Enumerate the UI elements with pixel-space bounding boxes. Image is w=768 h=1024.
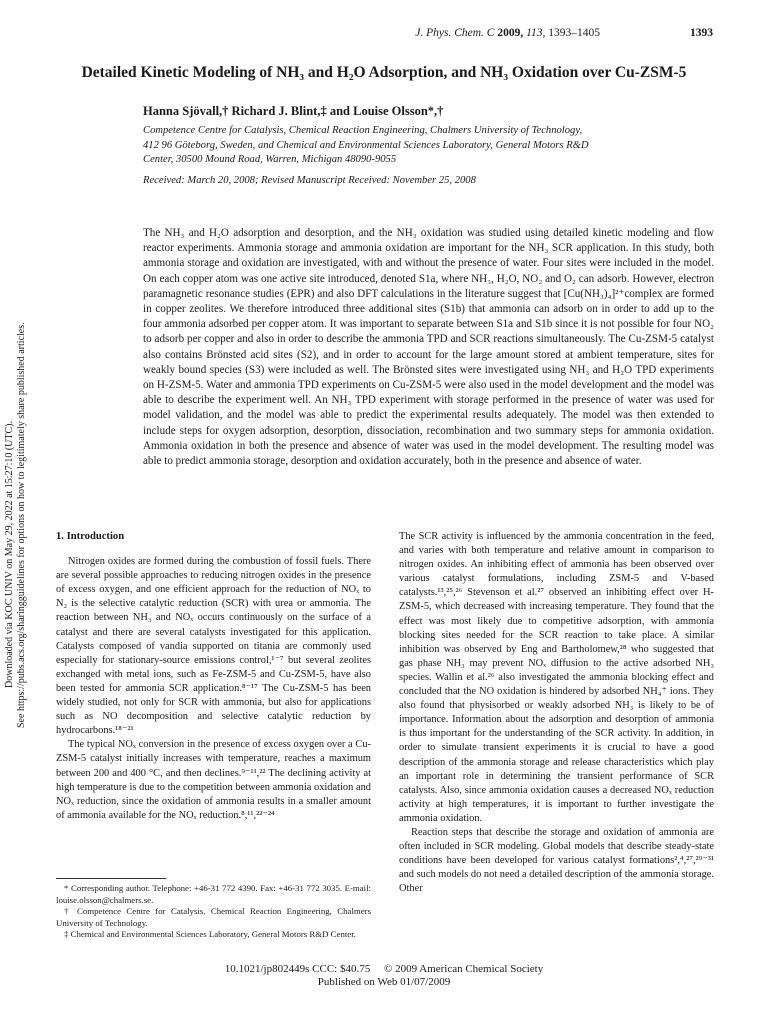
paragraph: The SCR activity is influenced by the ammonia concentration in the feed, and varies with both temperature and relative amount in comparison to nitrogen oxides. An inhibiting effect of ammonia has been observed over various catalyst formulations, including ZSM-5 and V-based catalysts.¹³,²⁵,²⁶ Stevenson et al.²⁷ observed an inhibiting effect over H-ZSM-5, which decreased with increasing temperature. They found that the effect was most likely due to competitive adsorption, with ammonia blocking sites needed for the SCR reaction to take place. A similar inhibition was observed by Eng and Bartholomew,²⁸ who suggested that gas phase NH₃ may prevent NOₓ diffusion to the active adsorbed NH₃ species. Wallin et al.²⁶ also investigated the ammonia blocking effect and concluded that the NO oxidation is hindered by adsorbed NH₄⁺ ions. They also found that physisorbed or weakly adsorbed NH₃ is likely to be of importance. Information about the adsorption and desorption of ammonia is thus important for the understanding of the SCR activity. In addition, in order to simulate transient experiments it is crucial to have a good description of the ammonia storage and release characteristics which play an important role in determining the transient performance of SCR catalysts. Also, since ammonia oxidation causes a decreased NOₓ reduction activity at high temperatures, it is important to further investigate the ammonia oxidation. [399, 531, 714, 824]
doi-line [0, 963, 768, 975]
footnote: * Corresponding author. Telephone: +46-31 772 4390. Fax: +46-31 772 3035. E-mail: louise.olsson@chalmers.se. [56, 883, 371, 905]
footnote: † Competence Centre for Catalysis, Chemical Reaction Engineering, Chalmers University of Technology. [56, 906, 371, 928]
footnotes [56, 883, 371, 941]
left-column [56, 530, 371, 823]
received-dates: Received: March 20, 2008; Revised Manuscript Received: November 25, 2008 [143, 175, 476, 186]
abstract [143, 226, 714, 469]
doi-price: 10.1021/jp802449s CCC: $40.75 [224, 963, 371, 975]
page-number: 1393 [690, 27, 713, 39]
footnote: ‡ Chemical and Environmental Sciences Laboratory, General Motors R&D Center. [64, 929, 356, 940]
journal-name: J. Phys. Chem. C [415, 27, 495, 39]
sharing-guidelines-link[interactable]: See https://pubs.acs.org/sharingguidelines for options on how to legitimately share published articles. [16, 322, 27, 728]
running-header [0, 27, 600, 39]
affiliations [143, 124, 733, 168]
paragraph: Nitrogen oxides are formed during the combustion of fossil fuels. There are several possible approaches to reducing nitrogen oxides in the presence of excess oxygen, and one efficient approach for the reduction of NOₓ to N₂ is the selective catalytic reduction (SCR) with urea or ammonia. The reaction between NH₃ and NOₓ occurs continuously on the surface of a catalyst and there are several catalysts investigated for this application. Catalysts composed of vandia supported on titania are commonly used especially for stationary-source emissions control,¹⁻⁷ but several zeolites exchanged with metal ions, such as Fe-ZSM-5 and Cu-ZSM-5, have also been tested for ammonia SCR application.⁸⁻¹⁷ The Cu-ZSM-5 has been widely studied, not only for SCR with ammonia, but also for applications such as NO decomposition and selective catalytic reduction by hydrocarbons.¹⁸⁻²¹ [56, 556, 371, 737]
author-list: Hanna Sjövall,† Richard J. Blint,‡ and Louise Olsson*,† [143, 104, 444, 118]
abstract-text: The NH₃ and H₂O adsorption and desorption, and the NH₃ oxidation was studied using detailed kinetic modeling and flow reactor experiments. Ammonia storage and ammonia oxidation are important for the NH₃ SCR application. In this study, both ammonia storage and oxidation are investigated, with and without the presence of water. Four sites were included in the model. On each copper atom was one active site introduced, denoted S1a, where NH₃, H₂O, NO₂ and O₂ can adsorb. However, electron paramagnetic resonance studies (EPR) and also DFT calculations in the literature suggest that [Cu(NH₃)₄]²⁺complex are formed in copper zeolites. We therefore introduced three additional sites (S1b) that ammonia can adsorb on in order to add up to the four ammonia adsorbed per copper atom. It was important to separate between S1a and S1b since it is not possible for four NO₂ to adsorb per copper and also in order to describe the ammonia TPD and SCR reactions simultaneously. The Cu-ZSM-5 catalyst also contains Brönsted acid sites (S2), and in order to account for the large amount stored at ambient temperature, sites for weakly bound species (S3) were included as well. The Brönsted sites were investigated using NH₃ and H₂O TPD experiments on H-ZSM-5. Water and ammonia TPD experiments on Cu-ZSM-5 were also used in the model development and the model was able to describe the experiment well. An NH₃ TPD experiment with storage performed in the presence of water was used for model validation, and the model was able to predict the experimental results adequately. The model was then extended to include steps for oxygen adsorption, desorption, dissociation, recombination and two summary steps for ammonia oxidation. Ammonia oxidation in both the presence and absence of water was used in the model development. The resulting model was able to predict ammonia storage, desorption and oxidation accurately, both in the presence and absence of water. [143, 227, 714, 468]
footnote-rule [56, 878, 166, 879]
journal-pages: 1393–1405 [548, 27, 600, 39]
section-heading: 1. Introduction [56, 531, 125, 542]
article-title: Detailed Kinetic Modeling of NH₃ and H₂O Adsorption, and NH₃ Oxidation over Cu-ZSM-5 [81, 64, 687, 81]
download-notice: Downloaded via KOC UNIV on May 29, 2022 at 15:27:10 (UTC). [4, 420, 15, 688]
affiliation-line: 412 96 Göteborg, Sweden, and Chemical and Environmental Sciences Laboratory, General Motors R&D [143, 139, 589, 151]
paragraph: Reaction steps that describe the storage and oxidation of ammonia are often included in SCR modeling. Global models that describe steady-state conditions have been developed for various catalyst formations²,⁴,²⁷,²⁹⁻³¹ and such models do not need a detailed description of the ammonia storage. Other [399, 826, 714, 895]
journal-volume: 113, [526, 27, 546, 39]
affiliation-line: Center, 30500 Mound Road, Warren, Michigan 48090-9055 [143, 154, 397, 165]
affiliation-line: Competence Centre for Catalysis, Chemical Reaction Engineering, Chalmers University of Technology, [143, 125, 583, 136]
right-column [399, 530, 714, 896]
copyright: © 2009 American Chemical Society [383, 963, 544, 975]
published-date: Published on Web 01/07/2009 [317, 976, 451, 988]
paragraph: The typical NOₓ conversion in the presence of excess oxygen over a Cu-ZSM-5 catalyst initially increases with temperature, reaches a maximum between 200 and 400 °C, and then declines.⁹⁻¹¹,²² The declining activity at high temperature is due to the competition between ammonia oxidation and NOₓ reduction, since the oxidation of ammonia results in a smaller amount of ammonia available for the NOₓ reduction.⁸,¹¹,²²⁻²⁴ [56, 739, 371, 821]
journal-year: 2009, [497, 27, 524, 39]
